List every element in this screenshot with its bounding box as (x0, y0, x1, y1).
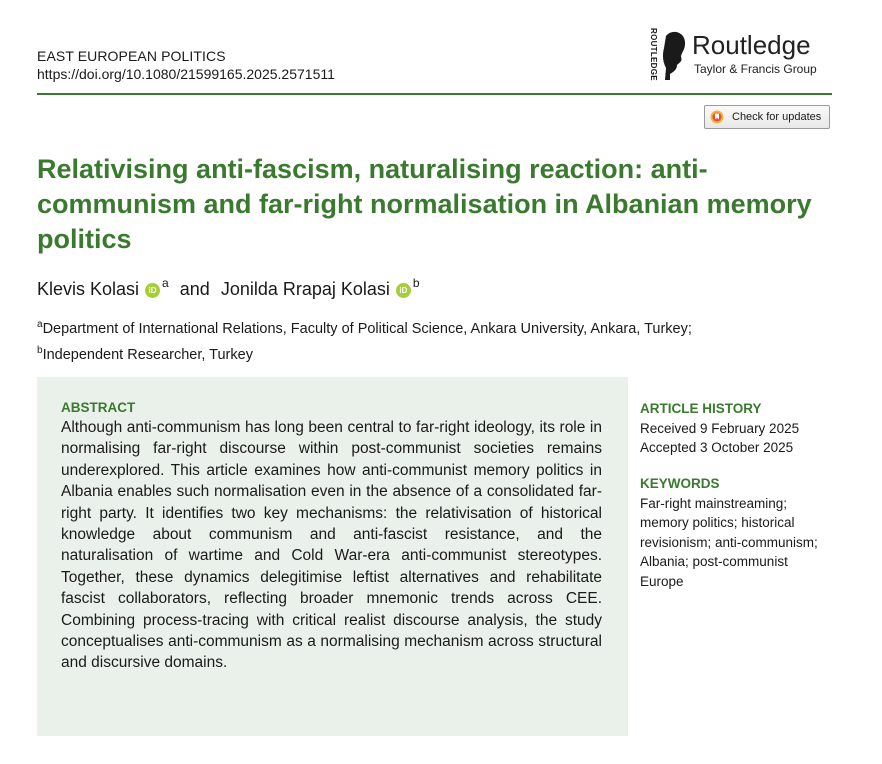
affiliation-text: Department of International Relations, Faculty of Political Science, Ankara University, Ankara, Turkey; (42, 321, 692, 337)
author-name[interactable]: Jonilda Rrapaj Kolasi (220, 279, 390, 299)
article-title: Relativising anti-fascism, naturalising reaction: anti-communism and far-right normalisation in Albanian memory politics (37, 154, 812, 254)
orcid-icon[interactable]: iD (145, 283, 160, 298)
publisher-group: Taylor & Francis Group (694, 62, 817, 76)
article-history-heading: ARTICLE HISTORY (640, 401, 762, 416)
publisher-brand: Routledge (692, 30, 811, 60)
check-updates-icon (710, 110, 724, 124)
affiliation-line (37, 340, 692, 366)
routledge-head-icon (662, 30, 688, 80)
keywords-section (640, 474, 835, 591)
author-affiliation-mark: b (412, 276, 420, 290)
abstract-heading: ABSTRACT (61, 400, 136, 415)
journal-name: EAST EUROPEAN POLITICS (37, 48, 226, 64)
check-for-updates-button[interactable] (704, 105, 830, 129)
keywords-text: Far-right mainstreaming; memory politics; historical revisionism; anti-communism; Albania; post-communist Europe (640, 495, 818, 589)
abstract-box (37, 377, 628, 736)
check-updates-label: Check for updates (732, 111, 822, 123)
affiliation-mark: b (37, 345, 43, 356)
affiliation-text: Independent Researcher, Turkey (42, 347, 253, 363)
author-affiliation-mark: a (162, 276, 169, 290)
author-name[interactable]: Klevis Kolasi (37, 279, 140, 299)
abstract-text: Although anti-communism has long been central to far-right ideology, its role in normalising far-right discourse within post-communist societies remains underexplored. This article examines how anti-communist memory politics in Albania enables such normalisation even in the absence of a consolidated far-right party. It identifies two key mechanisms: the relativisation of historical knowledge about communism and anti-fascist resistance, and the naturalisation of wartime and Cold War-era anti-communist stereotypes. Together, these dynamics delegitimise leftist alternatives and rehabilitate fascist collaborators, reflecting broader mnemonic trends across CEE. Combining process-tracing with critical realist discourse analysis, the study conceptualises anti-communism as a normalising mechanism across structural and discursive domains. (61, 419, 602, 672)
received-date: Received 9 February 2025 (640, 420, 800, 436)
publisher-logo[interactable] (646, 28, 846, 83)
affiliation-mark: a (37, 319, 43, 330)
keywords-heading: KEYWORDS (640, 476, 720, 491)
affiliation-line (37, 314, 692, 340)
accepted-date: Accepted 3 October 2025 (640, 440, 794, 455)
author-joiner: and (179, 279, 210, 299)
orcid-icon[interactable]: iD (396, 283, 411, 298)
author-list (37, 271, 420, 301)
publisher-vertical-label: ROUTLEDGE (649, 28, 658, 81)
affiliations (37, 314, 692, 366)
doi-link[interactable]: https://doi.org/10.1080/21599165.2025.2571511 (37, 66, 335, 82)
journal-header (37, 47, 335, 83)
header-divider (37, 93, 832, 95)
article-history (640, 399, 840, 458)
